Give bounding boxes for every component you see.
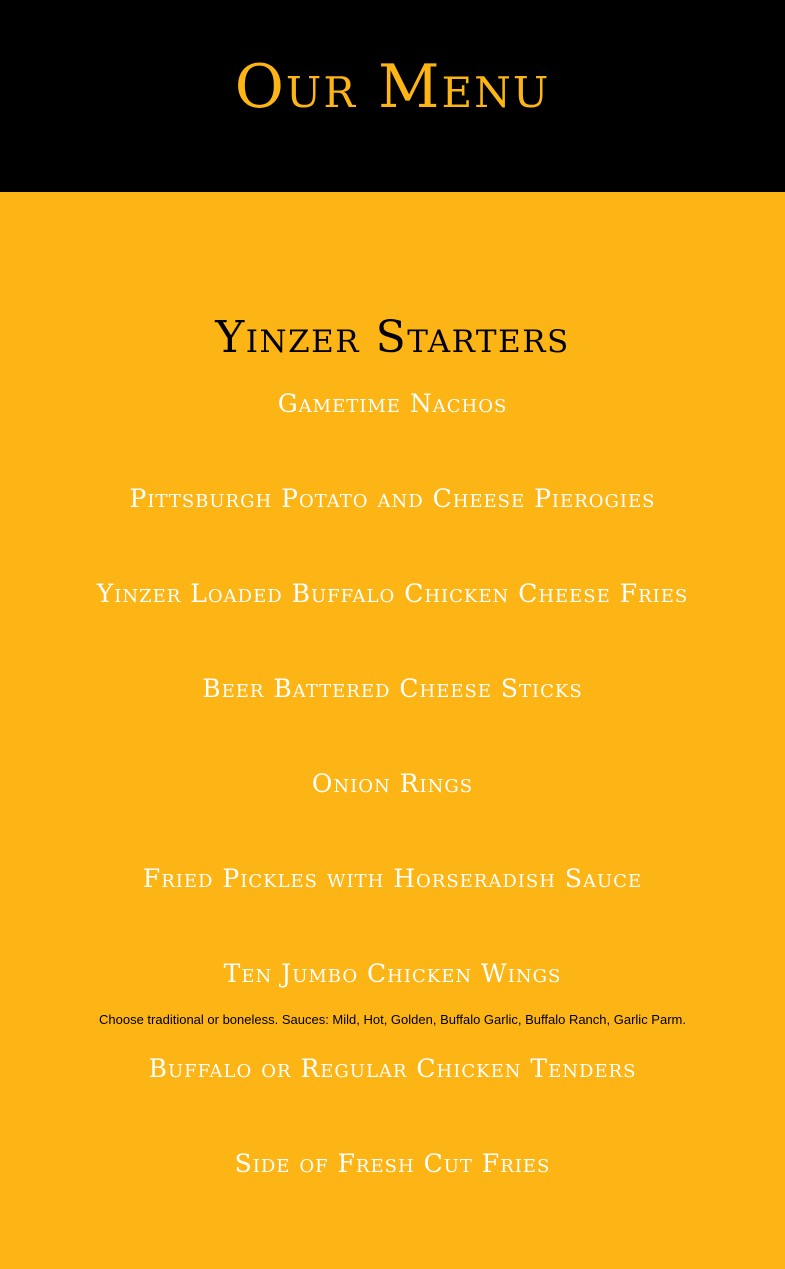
menu-item-name: Side of Fresh Cut Fries (234, 1149, 551, 1178)
section-title: Yinzer Starters (215, 312, 570, 363)
menu-section (0, 192, 785, 1269)
page-title: Our Menu (234, 52, 551, 122)
menu-item-name: Buffalo or Regular Chicken Tenders (148, 1054, 637, 1083)
menu-item-name: Ten Jumbo Chicken Wings (223, 959, 562, 988)
menu-item-name: Yinzer Loaded Buffalo Chicken Cheese Fries (96, 579, 689, 608)
menu-item-description: Choose traditional or boneless. Sauces: Mild, Hot, Golden, Buffalo Garlic, Buffalo Ranch, Garlic Parm. (99, 1012, 686, 1027)
menu-item-name: Gametime Nachos (277, 389, 508, 418)
menu-item-name: Pittsburgh Potato and Cheese Pierogies (129, 484, 656, 513)
menu-item-name: Onion Rings (311, 769, 474, 798)
header-bar (0, 0, 785, 192)
menu-item-name: Fried Pickles with Horseradish Sauce (142, 864, 643, 893)
menu-item-name: Beer Battered Cheese Sticks (202, 674, 583, 703)
